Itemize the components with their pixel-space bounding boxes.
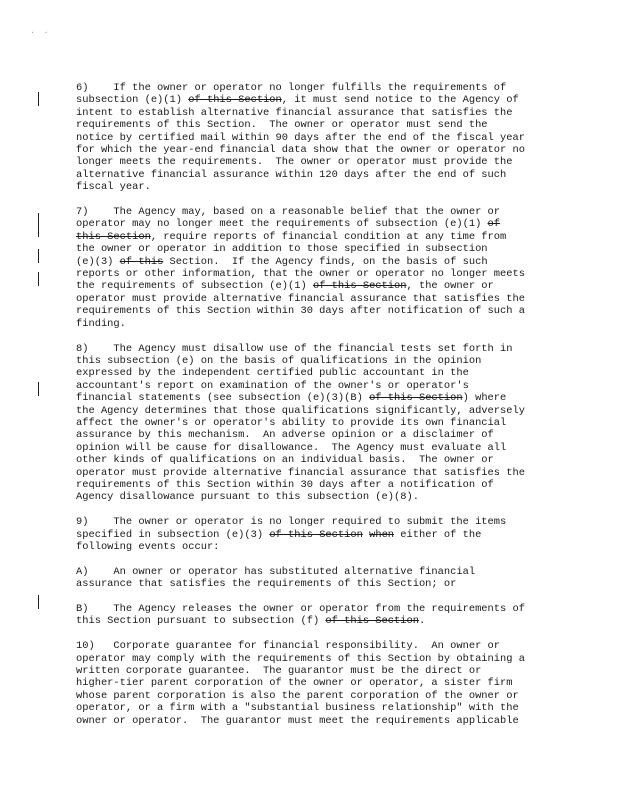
scan-mark: . . (30, 26, 51, 35)
text-line (76, 243, 542, 255)
paragraph-p8 (76, 343, 542, 504)
text-segment: operator, or a firm with a "substantial business relationship" with the (76, 702, 519, 715)
change-bar (38, 92, 39, 106)
change-bar (38, 272, 39, 286)
text-segment: specified in subsection (e)(3) (76, 528, 270, 541)
struck-text: of this Section (188, 94, 282, 107)
text-segment: accountant's report on examination of the owner's or operator's (76, 379, 469, 392)
text-segment: intent to establish alternative financial assurance that satisfies the (76, 106, 513, 119)
struck-text: of this Section (269, 528, 363, 541)
paragraph-pB (76, 603, 542, 628)
text-segment: the Agency determines that those qualifications significantly, adversely (76, 404, 525, 417)
text-line (76, 280, 542, 292)
text-segment: opinion will be cause for disallowance. The Agency must evaluate all (76, 441, 507, 454)
text-segment: operator may no longer meet the requirements of subsection (e)(1) (76, 218, 488, 231)
text-line (76, 318, 542, 330)
text-segment: expressed by the independent certified public accountant in the (76, 367, 469, 380)
text-line (76, 615, 542, 627)
text-segment: notice by certified mail within 90 days after the end of the fiscal year (76, 131, 525, 144)
text-segment: , the owner or (406, 280, 494, 293)
text-segment: longer meets the requirements. The owner or operator must provide the (76, 156, 513, 169)
paragraph-p10 (76, 640, 542, 727)
text-segment: operator may comply with the requirements of this Section by obtaining a (76, 652, 525, 665)
text-segment: reports or other information, that the owner or operator no longer meets (76, 268, 525, 281)
text-line (76, 181, 542, 193)
text-line (76, 355, 542, 367)
text-segment: requirements of this Section. The owner or operator must send the (76, 119, 488, 132)
text-segment: 9) The owner or operator is no longer required to submit the items (76, 516, 507, 529)
paragraph-pA (76, 566, 542, 591)
text-line (76, 380, 542, 392)
text-segment: . (418, 615, 426, 628)
text-segment: assurance that satisfies the requirements of this Section; or (76, 578, 457, 591)
change-bar (38, 382, 39, 396)
text-line (76, 653, 542, 665)
text-segment: whose parent corporation is also the parent corporation of the owner or (76, 689, 519, 702)
text-segment: 8) The Agency must disallow use of the financial tests set forth in (76, 342, 513, 355)
text-line (76, 516, 542, 528)
text-segment: this Section pursuant to subsection (f) (76, 615, 326, 628)
text-segment: the requirements of subsection (e)(1) (76, 280, 313, 293)
text-segment: higher-tier parent corporation of the owner or operator, a sister firm (76, 677, 513, 690)
text-line (76, 107, 542, 119)
text-segment: , require reports of financial condition at any time from (150, 230, 507, 243)
text-segment: B) The Agency releases the owner or operator from the requirements of (76, 602, 525, 615)
paragraph-p7 (76, 206, 542, 330)
struck-text: of this Section (325, 615, 419, 628)
text-line (76, 405, 542, 417)
text-line (76, 429, 542, 441)
text-segment: alternative financial assurance within 120 days after the end of such (76, 168, 507, 181)
text-line (76, 665, 542, 677)
text-segment: for which the year-end financial data show that the owner or operator no (76, 144, 525, 157)
text-segment: , it must send notice to the Agency of (281, 94, 519, 107)
text-line (76, 467, 542, 479)
text-line (76, 479, 542, 491)
text-line (76, 454, 542, 466)
paragraph-p6 (76, 82, 542, 194)
text-segment: requirements of this Section within 30 days after notification of such a (76, 305, 525, 318)
text-line (76, 82, 542, 94)
text-line (76, 169, 542, 181)
text-line (76, 206, 542, 218)
text-line (76, 94, 542, 106)
text-segment: 7) The Agency may, based on a reasonable belief that the owner or (76, 206, 501, 219)
text-segment: operator must provide alternative financial assurance that satisfies the (76, 292, 525, 305)
document-body (76, 82, 542, 739)
text-line (76, 491, 542, 503)
text-line (76, 119, 542, 131)
struck-text: of this Section (312, 280, 407, 293)
text-line (76, 231, 542, 243)
text-line (76, 529, 542, 541)
text-segment: subsection (e)(1) (76, 94, 189, 107)
text-segment: Agency disallowance pursuant to this subsection (e)(8). (76, 491, 419, 504)
paragraph-p9 (76, 516, 542, 553)
text-line (76, 702, 542, 714)
text-line (76, 715, 542, 727)
text-line (76, 218, 542, 230)
text-line (76, 256, 542, 268)
text-segment: A) An owner or operator has substituted alternative financial (76, 565, 476, 578)
text-segment: (e)(3) (76, 255, 120, 268)
struck-text: this Section (76, 230, 151, 243)
text-segment: other kinds of qualifications on an individual basis. The owner or (76, 454, 494, 467)
struck-text: when (369, 528, 395, 541)
text-line (76, 640, 542, 652)
text-line (76, 132, 542, 144)
text-segment: ) where (462, 392, 507, 405)
text-segment: the owner or operator in addition to those specified in subsection (76, 243, 488, 256)
text-line (76, 417, 542, 429)
text-line (76, 392, 542, 404)
text-segment: operator must provide alternative financial assurance that satisfies the (76, 466, 525, 479)
text-segment: assurance by this mechanism. An adverse opinion or a disclaimer of (76, 429, 494, 442)
change-bar (38, 249, 39, 263)
text-segment: fiscal year. (76, 181, 151, 194)
text-line (76, 566, 542, 578)
text-segment: this subsection (e) on the basis of qualifications in the opinion (76, 354, 482, 367)
text-line (76, 442, 542, 454)
text-segment: affect the owner's or operator's ability to provide its own financial (76, 416, 507, 429)
text-segment: following events occur: (76, 540, 220, 553)
text-line (76, 305, 542, 317)
change-bar (38, 595, 39, 609)
text-segment: financial statements (see subsection (e)(3)(B) (76, 392, 370, 405)
text-line (76, 343, 542, 355)
struck-text: of this Section (369, 392, 463, 405)
text-line (76, 603, 542, 615)
text-segment: 6) If the owner or operator no longer fulfills the requirements of (76, 82, 507, 94)
text-segment: 10) Corporate guarantee for financial responsibility. An owner or (76, 640, 501, 653)
text-line (76, 144, 542, 156)
change-bar (38, 213, 39, 237)
text-segment: requirements of this Section within 30 days after a notification of (76, 478, 494, 491)
text-line (76, 578, 542, 590)
text-segment: finding. (76, 317, 126, 330)
text-line (76, 268, 542, 280)
text-line (76, 293, 542, 305)
text-line (76, 367, 542, 379)
text-line (76, 156, 542, 168)
text-segment: either of the (394, 528, 482, 541)
struck-text: of (487, 218, 501, 231)
struck-text: of this (119, 255, 164, 268)
text-line (76, 677, 542, 689)
text-segment: Section. If the Agency finds, on the basis of such (163, 255, 488, 268)
text-segment: written corporate guarantee. The guarantor must be the direct or (76, 665, 482, 677)
text-segment: owner or operator. The guarantor must meet the requirements applicable (76, 714, 519, 727)
text-line (76, 541, 542, 553)
text-line (76, 690, 542, 702)
